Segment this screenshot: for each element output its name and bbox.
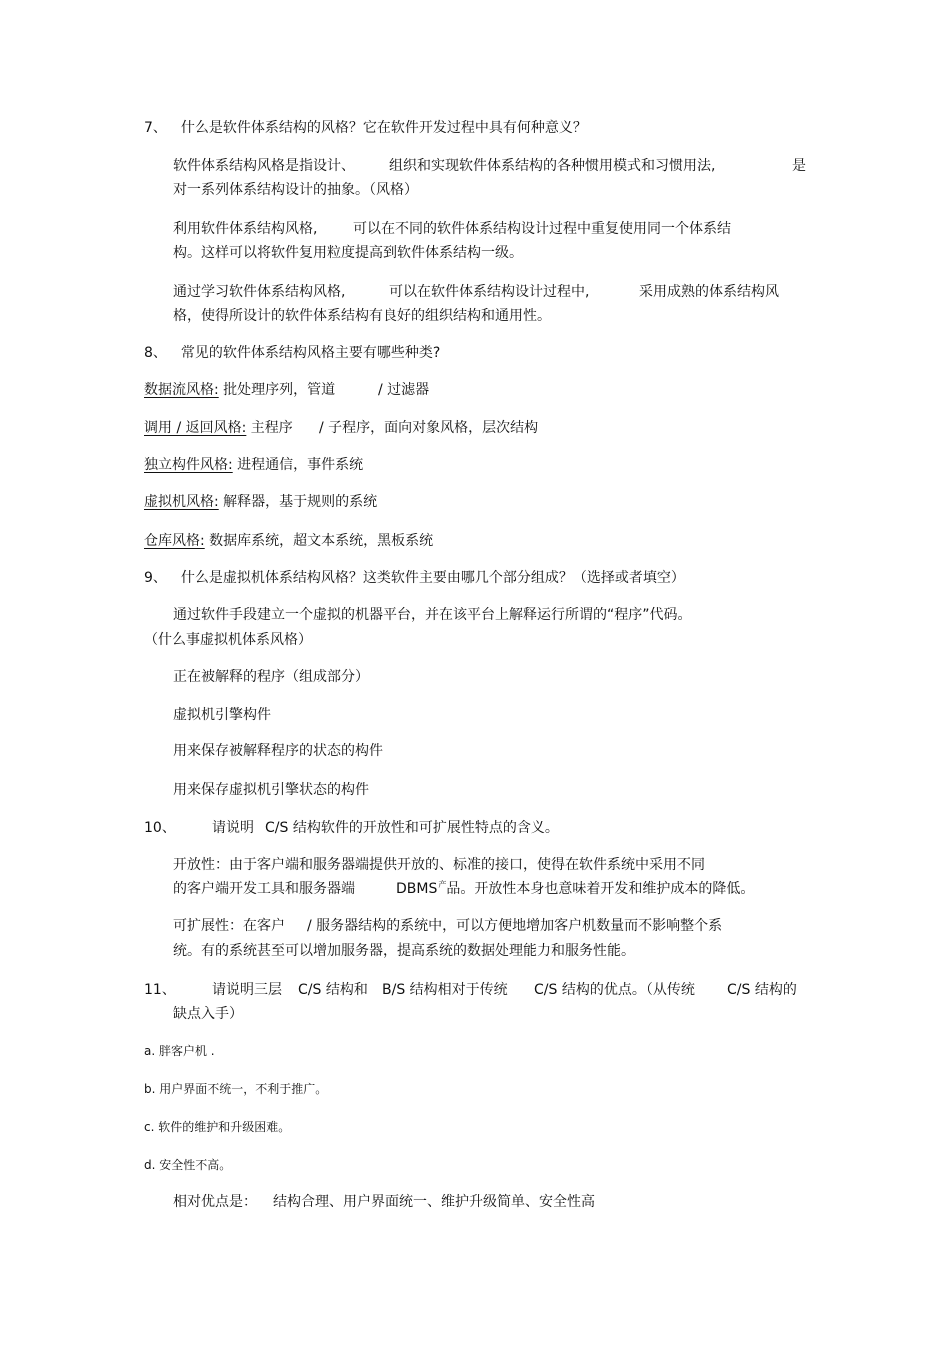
q7-question: 什么是软件体系结构的风格？它在软件开发过程中具有何种意义？ (180, 120, 587, 136)
q9-question: 什么是虚拟机体系结构风格？这类软件主要由哪几个部分组成？（选择或者填空） (180, 570, 685, 586)
advantage-label: 相对优点是： (173, 1194, 257, 1210)
q9-part-4: 用来保存虚拟机引擎状态的构件 (173, 782, 369, 798)
q11-question-line2: 缺点入手） (173, 1006, 243, 1022)
q9-p1-line1: 通过软件手段建立一个虚拟的机器平台，并在该平台上解释运行所谓的“程序”代码。 (173, 607, 692, 623)
q7-number: 7、 (144, 120, 167, 136)
q7-p1-line1b: 组织和实现软件体系结构的各种惯用模式和习惯用法, (389, 158, 716, 174)
q7-p3-line1c: 采用成熟的体系结构风 (639, 284, 779, 300)
q10-question-a: 请说明 (212, 820, 254, 836)
q11-question-b: C/S 结构和 (298, 982, 368, 998)
dbms-sup: 产 (438, 880, 447, 889)
q9-p1-line2: （什么事虚拟机体系风格） (144, 632, 312, 648)
drawback-a: a. 胖客户机 . (144, 1044, 215, 1058)
q7-p2-line2: 构。这样可以将软件复用粒度提高到软件体系结构一级。 (173, 245, 523, 261)
style-item-independent (144, 455, 363, 475)
style-item-dataflow (144, 380, 335, 400)
style-item-text: 进程通信，事件系统 (237, 457, 364, 473)
dbms-text: DBMS (396, 881, 438, 897)
style-item-text-b: / 子程序，面向对象风格，层次结构 (319, 420, 539, 436)
q7-p3-line2: 格，使得所设计的软件体系结构有良好的组织结构和通用性。 (173, 308, 551, 324)
q8-number: 8、 (144, 345, 167, 361)
style-item-label: 调用 / 返回风格: (144, 420, 247, 436)
style-item-label: 数据流风格: (144, 382, 219, 398)
q10-p2-line2: 统。有的系统甚至可以增加服务器，提高系统的数据处理能力和服务性能。 (173, 943, 635, 959)
drawback-c: c. 软件的维护和升级困难。 (144, 1120, 291, 1134)
style-item-text: 主程序 (250, 420, 293, 436)
style-item-text: 数据库系统，超文本系统，黑板系统 (209, 533, 434, 549)
q10-p1-line2b (396, 879, 754, 899)
style-item-text: 批处理序列，管道 (223, 382, 336, 398)
q7-p1-line1a: 软件体系结构风格是指设计、 (173, 158, 355, 174)
q10-p1-line2a: 的客户端开发工具和服务器端 (173, 881, 355, 897)
style-item-virtual-machine (144, 492, 377, 512)
q11-question-a: 请说明三层 (212, 982, 282, 998)
q10-p1-line2c: 品。开放性本身也意味着开发和维护成本的降低。 (446, 881, 755, 897)
q7-p1-line1c: 是 (792, 158, 806, 174)
drawback-d: d. 安全性不高。 (144, 1158, 232, 1172)
advantage-text: 结构合理、用户界面统一、维护升级简单、安全性高 (273, 1194, 595, 1210)
q9-heading (144, 568, 685, 588)
q7-p1-line2: 对一系列体系结构设计的抽象。（风格） (173, 182, 418, 198)
q8-question: 常见的软件体系结构风格主要有哪些种类? (180, 345, 441, 361)
q11-question-d: C/S 结构的优点。（从传统 (534, 982, 695, 998)
q9-part-1: 正在被解释的程序（组成部分） (173, 669, 369, 685)
q11-number: 11、 (144, 982, 176, 998)
q7-p2-line1b: 可以在不同的软件体系结构设计过程中重复使用同一个体系结 (353, 221, 731, 237)
drawback-b: b. 用户界面不统一，不利于推广。 (144, 1082, 328, 1096)
q7-heading (144, 118, 587, 138)
q9-part-2: 虚拟机引擎构件 (173, 707, 271, 723)
q9-part-3: 用来保存被解释程序的状态的构件 (173, 743, 383, 759)
q11-question-e: C/S 结构的 (727, 982, 797, 998)
style-item-text-b: / 过滤器 (378, 382, 430, 398)
style-item-label: 独立构件风格: (144, 457, 233, 473)
q10-p2-line1b: / 服务器结构的系统中，可以方便地增加客户机数量而不影响整个系 (307, 918, 723, 934)
q8-heading (144, 343, 440, 363)
q10-question-b: C/S 结构软件的开放性和可扩展性特点的含义。 (265, 820, 559, 836)
style-item-label: 虚拟机风格: (144, 494, 219, 510)
q11-question-c: B/S 结构相对于传统 (382, 982, 508, 998)
q7-p3-line1b: 可以在软件体系结构设计过程中, (389, 284, 590, 300)
style-item-call-return (144, 418, 293, 438)
q10-number: 10、 (144, 820, 176, 836)
style-item-repository (144, 531, 433, 551)
style-item-label: 仓库风格: (144, 533, 205, 549)
q7-p3-line1a: 通过学习软件体系结构风格, (173, 284, 346, 300)
q10-p1-line1: 开放性：由于客户端和服务器端提供开放的、标准的接口，使得在软件系统中采用不同 (173, 857, 705, 873)
q7-p2-line1a: 利用软件体系结构风格, (173, 221, 318, 237)
q9-number: 9、 (144, 570, 167, 586)
style-item-text: 解释器，基于规则的系统 (223, 494, 378, 510)
q10-p2-line1a: 可扩展性：在客户 (173, 918, 285, 934)
